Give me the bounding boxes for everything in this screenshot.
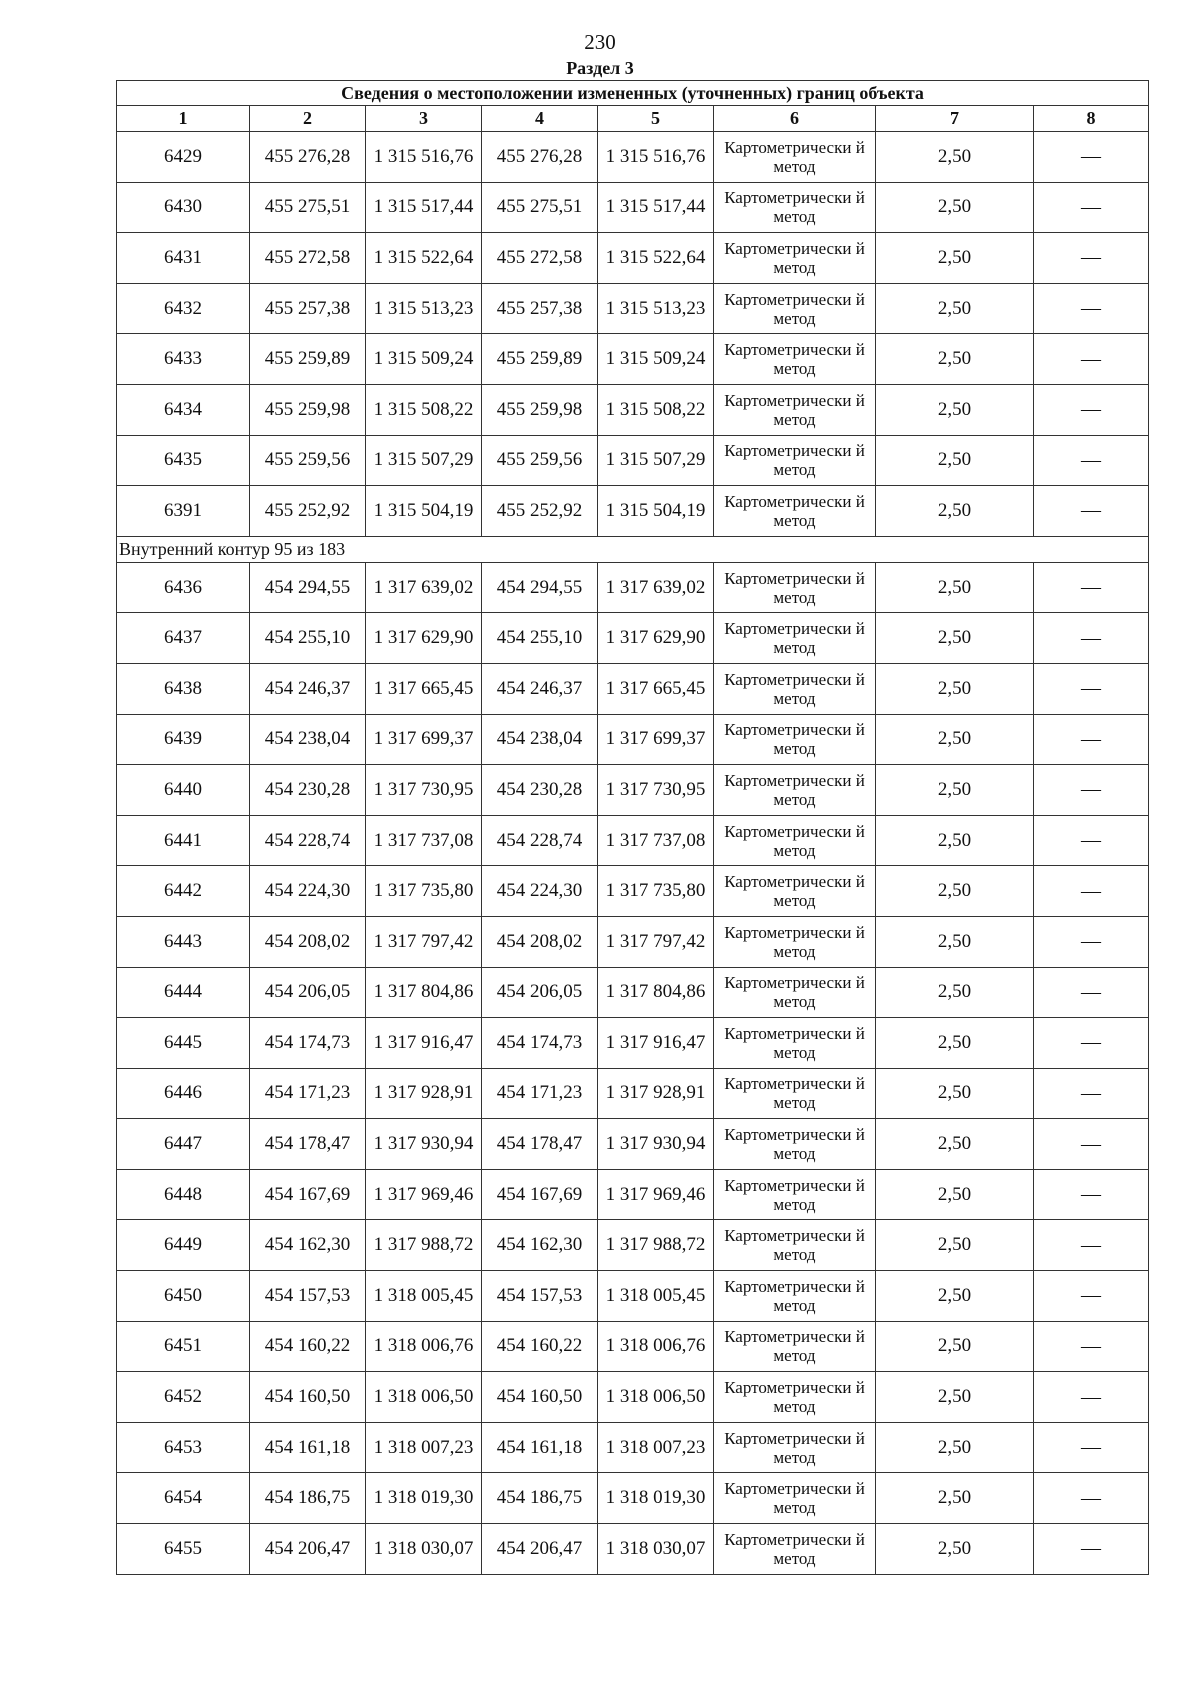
cell-y-old: 1 317 797,42 [366, 916, 482, 967]
cell-y-old: 1 318 006,50 [366, 1372, 482, 1423]
table-row [117, 132, 1149, 183]
cell-accuracy: 2,50 [876, 283, 1034, 334]
table-row [117, 815, 1149, 866]
cell-point-number: 6448 [117, 1169, 250, 1220]
column-number-1: 1 [117, 106, 250, 132]
cell-x-new: 454 230,28 [482, 765, 598, 816]
cell-description: — [1034, 562, 1149, 613]
table-row [117, 435, 1149, 486]
cell-accuracy: 2,50 [876, 1271, 1034, 1322]
cell-x-old: 454 157,53 [250, 1271, 366, 1322]
cell-accuracy: 2,50 [876, 1321, 1034, 1372]
table-row [117, 233, 1149, 284]
cell-method: Картометрически й метод [714, 384, 876, 435]
cell-method: Картометрически й метод [714, 866, 876, 917]
cell-x-new: 454 178,47 [482, 1119, 598, 1170]
cell-y-old: 1 318 005,45 [366, 1271, 482, 1322]
cell-y-old: 1 317 804,86 [366, 967, 482, 1018]
cell-method: Картометрически й метод [714, 132, 876, 183]
cell-x-old: 454 246,37 [250, 663, 366, 714]
cell-x-new: 454 162,30 [482, 1220, 598, 1271]
column-number-6: 6 [714, 106, 876, 132]
cell-x-old: 455 257,38 [250, 283, 366, 334]
cell-x-old: 455 259,89 [250, 334, 366, 385]
cell-y-new: 1 318 019,30 [598, 1473, 714, 1524]
cell-y-new: 1 317 699,37 [598, 714, 714, 765]
cell-point-number: 6429 [117, 132, 250, 183]
cell-description: — [1034, 1220, 1149, 1271]
cell-y-new: 1 315 517,44 [598, 182, 714, 233]
cell-y-old: 1 318 006,76 [366, 1321, 482, 1372]
cell-accuracy: 2,50 [876, 815, 1034, 866]
cell-description: — [1034, 1068, 1149, 1119]
cell-accuracy: 2,50 [876, 384, 1034, 435]
cell-y-old: 1 317 988,72 [366, 1220, 482, 1271]
cell-method: Картометрически й метод [714, 765, 876, 816]
cell-y-new: 1 318 030,07 [598, 1524, 714, 1575]
cell-y-new: 1 315 516,76 [598, 132, 714, 183]
cell-description: — [1034, 613, 1149, 664]
cell-y-old: 1 317 930,94 [366, 1119, 482, 1170]
cell-x-old: 454 238,04 [250, 714, 366, 765]
cell-y-new: 1 317 930,94 [598, 1119, 714, 1170]
cell-description: — [1034, 283, 1149, 334]
cell-point-number: 6455 [117, 1524, 250, 1575]
cell-method: Картометрически й метод [714, 1271, 876, 1322]
table-body [117, 132, 1149, 1575]
cell-description: — [1034, 916, 1149, 967]
table-row [117, 1422, 1149, 1473]
cell-method: Картометрически й метод [714, 613, 876, 664]
cell-x-old: 454 161,18 [250, 1422, 366, 1473]
cell-y-old: 1 318 030,07 [366, 1524, 482, 1575]
cell-method: Картометрически й метод [714, 1169, 876, 1220]
column-number-7: 7 [876, 106, 1034, 132]
cell-method: Картометрически й метод [714, 815, 876, 866]
cell-y-new: 1 317 969,46 [598, 1169, 714, 1220]
cell-point-number: 6432 [117, 283, 250, 334]
cell-y-new: 1 317 735,80 [598, 866, 714, 917]
cell-accuracy: 2,50 [876, 1018, 1034, 1069]
table-row [117, 1068, 1149, 1119]
cell-accuracy: 2,50 [876, 1524, 1034, 1575]
cell-y-old: 1 318 007,23 [366, 1422, 482, 1473]
cell-y-old: 1 317 699,37 [366, 714, 482, 765]
cell-x-old: 455 259,56 [250, 435, 366, 486]
cell-method: Картометрически й метод [714, 1220, 876, 1271]
cell-y-old: 1 317 665,45 [366, 663, 482, 714]
cell-point-number: 6442 [117, 866, 250, 917]
cell-y-new: 1 315 513,23 [598, 283, 714, 334]
cell-point-number: 6435 [117, 435, 250, 486]
column-number-3: 3 [366, 106, 482, 132]
cell-accuracy: 2,50 [876, 486, 1034, 537]
table-row [117, 1321, 1149, 1372]
cell-description: — [1034, 967, 1149, 1018]
cell-description: — [1034, 182, 1149, 233]
cell-accuracy: 2,50 [876, 916, 1034, 967]
cell-y-new: 1 317 804,86 [598, 967, 714, 1018]
cell-y-old: 1 317 735,80 [366, 866, 482, 917]
cell-x-new: 455 259,56 [482, 435, 598, 486]
table-row [117, 1372, 1149, 1423]
cell-method: Картометрически й метод [714, 967, 876, 1018]
cell-y-new: 1 318 007,23 [598, 1422, 714, 1473]
cell-x-new: 454 294,55 [482, 562, 598, 613]
cell-y-new: 1 315 508,22 [598, 384, 714, 435]
cell-method: Картометрически й метод [714, 1018, 876, 1069]
table-row [117, 384, 1149, 435]
cell-accuracy: 2,50 [876, 233, 1034, 284]
cell-y-old: 1 317 639,02 [366, 562, 482, 613]
cell-x-new: 454 186,75 [482, 1473, 598, 1524]
cell-x-new: 454 174,73 [482, 1018, 598, 1069]
page-number: 230 [584, 30, 616, 54]
cell-y-new: 1 315 522,64 [598, 233, 714, 284]
cell-x-old: 454 230,28 [250, 765, 366, 816]
cell-y-new: 1 317 928,91 [598, 1068, 714, 1119]
cell-accuracy: 2,50 [876, 1422, 1034, 1473]
cell-method: Картометрически й метод [714, 1422, 876, 1473]
cell-description: — [1034, 866, 1149, 917]
cell-description: — [1034, 233, 1149, 284]
cell-x-old: 454 206,05 [250, 967, 366, 1018]
cell-x-new: 454 161,18 [482, 1422, 598, 1473]
cell-x-new: 455 259,89 [482, 334, 598, 385]
cell-x-old: 455 275,51 [250, 182, 366, 233]
cell-method: Картометрически й метод [714, 1119, 876, 1170]
cell-description: — [1034, 1119, 1149, 1170]
cell-y-new: 1 318 006,50 [598, 1372, 714, 1423]
cell-accuracy: 2,50 [876, 967, 1034, 1018]
cell-description: — [1034, 1473, 1149, 1524]
table-row [117, 916, 1149, 967]
cell-method: Картометрически й метод [714, 233, 876, 284]
cell-x-new: 455 272,58 [482, 233, 598, 284]
cell-description: — [1034, 1018, 1149, 1069]
cell-x-new: 454 171,23 [482, 1068, 598, 1119]
cell-point-number: 6430 [117, 182, 250, 233]
cell-x-old: 454 160,50 [250, 1372, 366, 1423]
cell-method: Картометрически й метод [714, 435, 876, 486]
table-row [117, 562, 1149, 613]
cell-point-number: 6446 [117, 1068, 250, 1119]
cell-point-number: 6436 [117, 562, 250, 613]
table-row [117, 866, 1149, 917]
cell-y-new: 1 317 730,95 [598, 765, 714, 816]
cell-x-new: 454 238,04 [482, 714, 598, 765]
cell-y-new: 1 317 988,72 [598, 1220, 714, 1271]
table-row [117, 1169, 1149, 1220]
cell-y-old: 1 315 513,23 [366, 283, 482, 334]
cell-x-old: 455 272,58 [250, 233, 366, 284]
cell-x-old: 454 294,55 [250, 562, 366, 613]
cell-description: — [1034, 765, 1149, 816]
cell-x-old: 454 186,75 [250, 1473, 366, 1524]
table-row [117, 1220, 1149, 1271]
cell-point-number: 6444 [117, 967, 250, 1018]
cell-description: — [1034, 435, 1149, 486]
cell-x-new: 455 257,38 [482, 283, 598, 334]
table-row [117, 714, 1149, 765]
cell-description: — [1034, 1372, 1149, 1423]
cell-y-new: 1 317 797,42 [598, 916, 714, 967]
cell-point-number: 6434 [117, 384, 250, 435]
column-number-2: 2 [250, 106, 366, 132]
cell-accuracy: 2,50 [876, 1473, 1034, 1524]
cell-accuracy: 2,50 [876, 613, 1034, 664]
table-row [117, 1271, 1149, 1322]
column-number-4: 4 [482, 106, 598, 132]
table-row [117, 334, 1149, 385]
cell-y-new: 1 318 006,76 [598, 1321, 714, 1372]
cell-accuracy: 2,50 [876, 435, 1034, 486]
cell-x-new: 454 160,22 [482, 1321, 598, 1372]
cell-x-old: 454 160,22 [250, 1321, 366, 1372]
cell-accuracy: 2,50 [876, 132, 1034, 183]
cell-x-new: 454 206,47 [482, 1524, 598, 1575]
cell-description: — [1034, 334, 1149, 385]
table-row [117, 486, 1149, 537]
cell-x-new: 455 252,92 [482, 486, 598, 537]
cell-method: Картометрически й метод [714, 1068, 876, 1119]
cell-y-new: 1 317 737,08 [598, 815, 714, 866]
cell-x-old: 454 208,02 [250, 916, 366, 967]
cell-x-old: 454 255,10 [250, 613, 366, 664]
cell-method: Картометрически й метод [714, 1372, 876, 1423]
table-row [117, 613, 1149, 664]
cell-point-number: 6437 [117, 613, 250, 664]
cell-point-number: 6445 [117, 1018, 250, 1069]
cell-y-new: 1 317 916,47 [598, 1018, 714, 1069]
table-caption: Сведения о местоположении измененных (уточненных) границ объекта [117, 81, 1149, 106]
cell-point-number: 6431 [117, 233, 250, 284]
table-row [117, 1473, 1149, 1524]
cell-description: — [1034, 486, 1149, 537]
cell-accuracy: 2,50 [876, 334, 1034, 385]
cell-point-number: 6450 [117, 1271, 250, 1322]
cell-y-old: 1 315 522,64 [366, 233, 482, 284]
cell-accuracy: 2,50 [876, 562, 1034, 613]
cell-y-new: 1 315 504,19 [598, 486, 714, 537]
cell-x-old: 454 224,30 [250, 866, 366, 917]
table-row [117, 182, 1149, 233]
cell-point-number: 6451 [117, 1321, 250, 1372]
cell-point-number: 6440 [117, 765, 250, 816]
cell-x-new: 454 228,74 [482, 815, 598, 866]
cell-x-new: 454 255,10 [482, 613, 598, 664]
cell-x-new: 455 259,98 [482, 384, 598, 435]
cell-accuracy: 2,50 [876, 714, 1034, 765]
cell-y-old: 1 317 928,91 [366, 1068, 482, 1119]
cell-accuracy: 2,50 [876, 765, 1034, 816]
table-row [117, 967, 1149, 1018]
cell-description: — [1034, 1524, 1149, 1575]
cell-point-number: 6438 [117, 663, 250, 714]
contour-separator-row [117, 536, 1149, 562]
cell-method: Картометрически й метод [714, 1321, 876, 1372]
cell-accuracy: 2,50 [876, 1220, 1034, 1271]
cell-description: — [1034, 132, 1149, 183]
cell-x-new: 454 160,50 [482, 1372, 598, 1423]
cell-y-old: 1 315 504,19 [366, 486, 482, 537]
cell-y-old: 1 317 629,90 [366, 613, 482, 664]
cell-method: Картометрически й метод [714, 334, 876, 385]
cell-accuracy: 2,50 [876, 1068, 1034, 1119]
cell-x-old: 455 259,98 [250, 384, 366, 435]
cell-method: Картометрически й метод [714, 1524, 876, 1575]
cell-x-new: 454 157,53 [482, 1271, 598, 1322]
cell-x-old: 454 174,73 [250, 1018, 366, 1069]
table-row [117, 1524, 1149, 1575]
cell-accuracy: 2,50 [876, 182, 1034, 233]
cell-method: Картометрически й метод [714, 916, 876, 967]
cell-x-old: 454 178,47 [250, 1119, 366, 1170]
cell-y-old: 1 315 507,29 [366, 435, 482, 486]
table-row [117, 1018, 1149, 1069]
cell-x-new: 454 246,37 [482, 663, 598, 714]
cell-accuracy: 2,50 [876, 663, 1034, 714]
cell-x-new: 454 224,30 [482, 866, 598, 917]
cell-y-new: 1 317 639,02 [598, 562, 714, 613]
cell-description: — [1034, 1321, 1149, 1372]
cell-description: — [1034, 1169, 1149, 1220]
cell-description: — [1034, 663, 1149, 714]
cell-point-number: 6447 [117, 1119, 250, 1170]
cell-point-number: 6439 [117, 714, 250, 765]
cell-description: — [1034, 1271, 1149, 1322]
cell-accuracy: 2,50 [876, 1169, 1034, 1220]
cell-method: Картометрически й метод [714, 714, 876, 765]
cell-point-number: 6391 [117, 486, 250, 537]
cell-method: Картометрически й метод [714, 1473, 876, 1524]
cell-point-number: 6449 [117, 1220, 250, 1271]
table-row [117, 283, 1149, 334]
cell-x-new: 454 208,02 [482, 916, 598, 967]
cell-description: — [1034, 1422, 1149, 1473]
cell-y-new: 1 315 509,24 [598, 334, 714, 385]
cell-x-new: 454 167,69 [482, 1169, 598, 1220]
column-number-5: 5 [598, 106, 714, 132]
cell-method: Картометрически й метод [714, 486, 876, 537]
cell-method: Картометрически й метод [714, 182, 876, 233]
boundary-table [116, 80, 1149, 1575]
cell-y-new: 1 317 629,90 [598, 613, 714, 664]
column-number-8: 8 [1034, 106, 1149, 132]
cell-x-old: 454 167,69 [250, 1169, 366, 1220]
cell-x-new: 455 276,28 [482, 132, 598, 183]
cell-x-old: 454 171,23 [250, 1068, 366, 1119]
cell-y-old: 1 315 516,76 [366, 132, 482, 183]
cell-x-old: 454 228,74 [250, 815, 366, 866]
cell-point-number: 6433 [117, 334, 250, 385]
column-number-row [117, 106, 1149, 132]
cell-y-old: 1 317 737,08 [366, 815, 482, 866]
cell-method: Картометрически й метод [714, 283, 876, 334]
cell-y-new: 1 318 005,45 [598, 1271, 714, 1322]
cell-y-old: 1 317 916,47 [366, 1018, 482, 1069]
cell-x-old: 455 252,92 [250, 486, 366, 537]
cell-y-new: 1 317 665,45 [598, 663, 714, 714]
cell-x-new: 454 206,05 [482, 967, 598, 1018]
cell-accuracy: 2,50 [876, 1119, 1034, 1170]
section-title: Раздел 3 [566, 58, 634, 78]
cell-x-old: 454 162,30 [250, 1220, 366, 1271]
cell-description: — [1034, 714, 1149, 765]
cell-point-number: 6453 [117, 1422, 250, 1473]
cell-y-old: 1 315 517,44 [366, 182, 482, 233]
cell-accuracy: 2,50 [876, 1372, 1034, 1423]
cell-accuracy: 2,50 [876, 866, 1034, 917]
cell-method: Картометрически й метод [714, 663, 876, 714]
cell-y-old: 1 315 509,24 [366, 334, 482, 385]
cell-y-old: 1 315 508,22 [366, 384, 482, 435]
cell-y-new: 1 315 507,29 [598, 435, 714, 486]
cell-y-old: 1 317 730,95 [366, 765, 482, 816]
table-row [117, 765, 1149, 816]
cell-y-old: 1 318 019,30 [366, 1473, 482, 1524]
cell-method: Картометрически й метод [714, 562, 876, 613]
cell-point-number: 6454 [117, 1473, 250, 1524]
contour-label: Внутренний контур 95 из 183 [117, 536, 1149, 562]
cell-point-number: 6441 [117, 815, 250, 866]
cell-description: — [1034, 384, 1149, 435]
cell-x-old: 455 276,28 [250, 132, 366, 183]
cell-description: — [1034, 815, 1149, 866]
cell-x-new: 455 275,51 [482, 182, 598, 233]
table-row [117, 663, 1149, 714]
cell-x-old: 454 206,47 [250, 1524, 366, 1575]
table-row [117, 1119, 1149, 1170]
cell-point-number: 6452 [117, 1372, 250, 1423]
cell-point-number: 6443 [117, 916, 250, 967]
cell-y-old: 1 317 969,46 [366, 1169, 482, 1220]
